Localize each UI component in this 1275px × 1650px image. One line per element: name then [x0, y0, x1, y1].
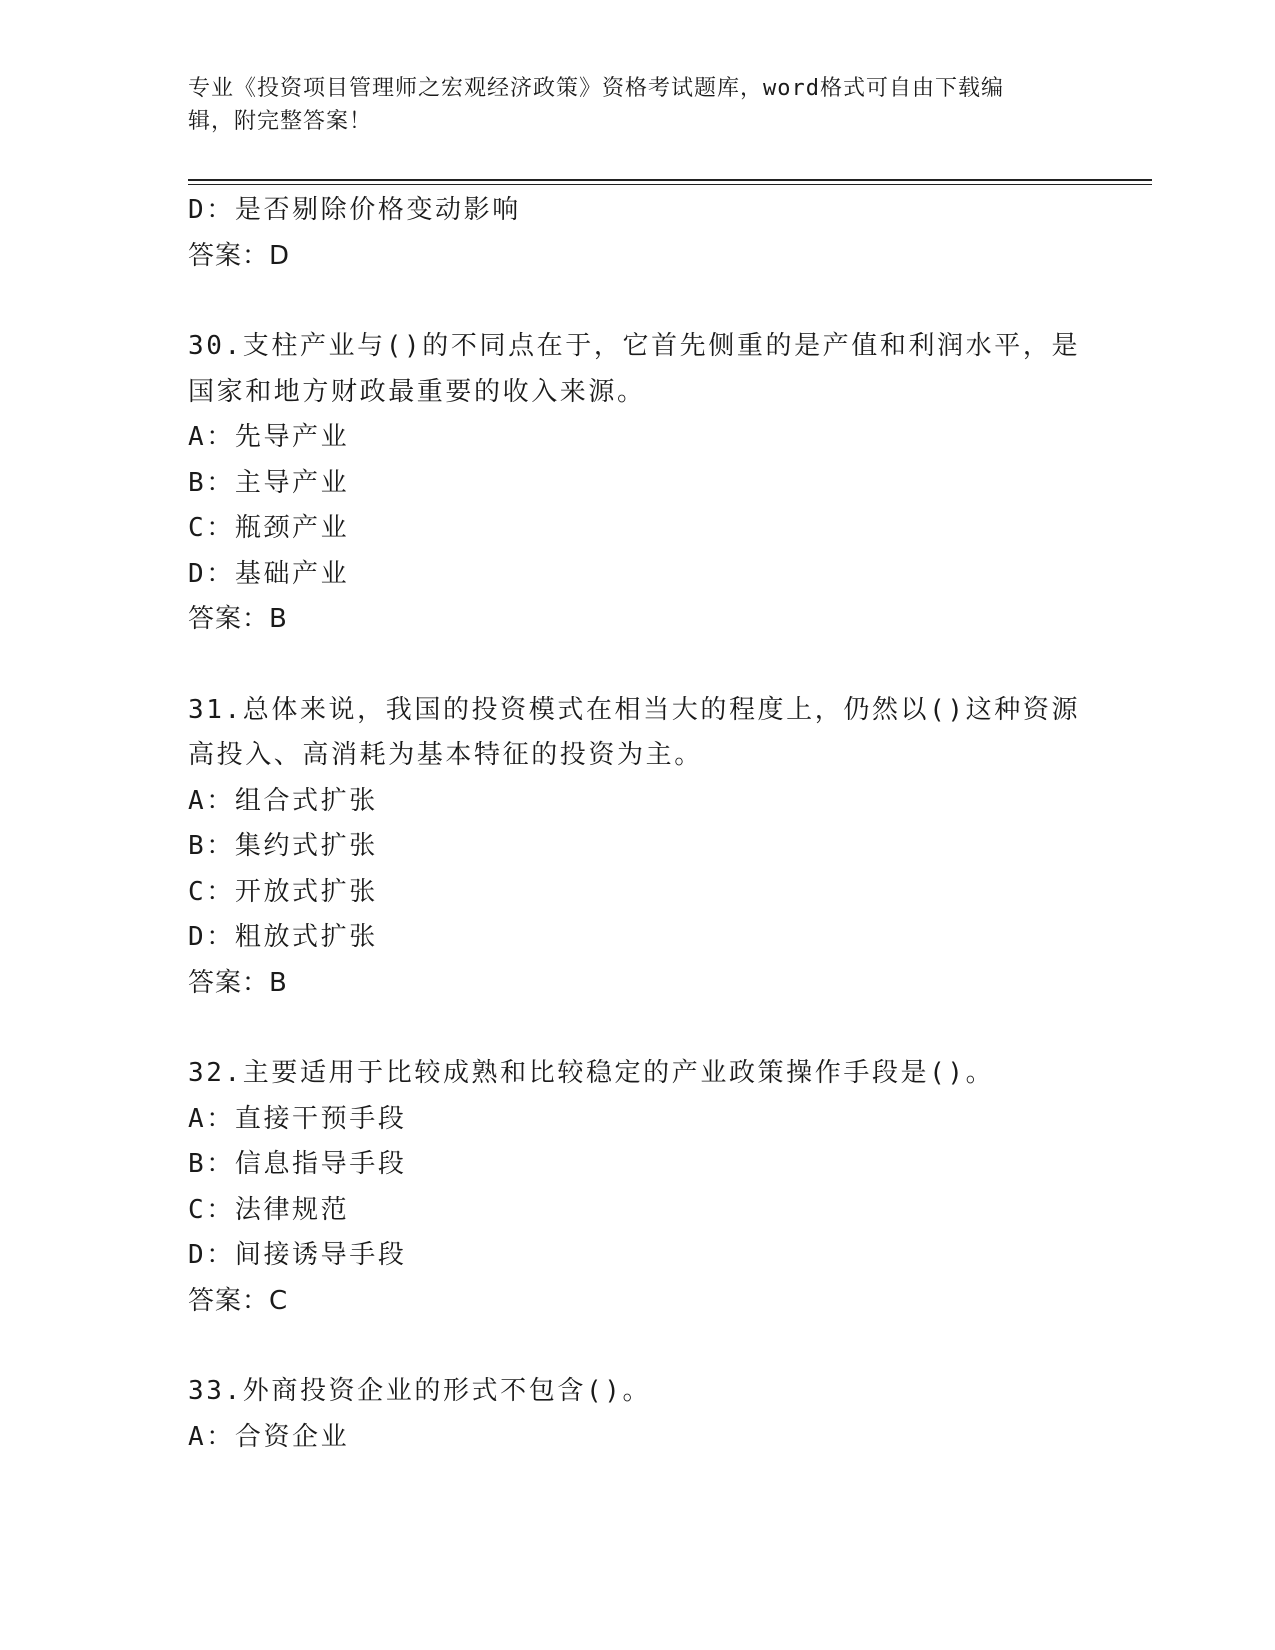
- option-b: B：信息指导手段: [188, 1149, 407, 1179]
- question-31: [188, 688, 1088, 1007]
- question-30: [188, 324, 1088, 643]
- option-c: C：法律规范: [188, 1194, 350, 1225]
- option-d: D：间接诱导手段: [188, 1240, 407, 1270]
- carryover-answer: 答案：D: [188, 240, 291, 271]
- option-c: C：开放式扩张: [188, 876, 378, 907]
- header-line-1: 专业《投资项目管理师之宏观经济政策》资格考试题库，word格式可自由下载编: [188, 76, 1004, 101]
- question-33: [188, 1369, 1088, 1460]
- option-a: A：合资企业: [188, 1421, 350, 1452]
- question-stem: 30.支柱产业与()的不同点在于，它首先侧重的是产值和利润水平，是: [188, 331, 1081, 361]
- header-divider-thin: [188, 184, 1152, 185]
- answer: 答案：B: [188, 604, 288, 634]
- question-stem: 31.总体来说，我国的投资模式在相当大的程度上，仍然以()这种资源: [188, 694, 1081, 725]
- carryover-option-d: D：是否剔除价格变动影响: [188, 195, 521, 225]
- option-a: A：组合式扩张: [188, 785, 378, 816]
- question-stem: 33.外商投资企业的形式不包含()。: [188, 1376, 652, 1406]
- header-line-2: 辑，附完整答案！: [188, 109, 373, 134]
- header-divider-thick: [188, 179, 1152, 181]
- option-d: D：粗放式扩张: [188, 922, 378, 952]
- question-stem: 32.主要适用于比较成熟和比较稳定的产业政策操作手段是()。: [188, 1058, 995, 1088]
- question-32: [188, 1051, 1088, 1324]
- option-b: B：主导产业: [188, 467, 350, 498]
- option-a: A：先导产业: [188, 422, 350, 452]
- question-stem: 国家和地方财政最重要的收入来源。: [188, 376, 646, 407]
- question-stem: 高投入、高消耗为基本特征的投资为主。: [188, 740, 703, 770]
- option-b: B：集约式扩张: [188, 831, 378, 861]
- option-d: D：基础产业: [188, 558, 350, 589]
- answer: 答案：C: [188, 1285, 289, 1316]
- document-header: [188, 72, 1068, 138]
- option-c: C：瓶颈产业: [188, 513, 350, 543]
- question-list: [188, 188, 1088, 1460]
- option-a: A：直接干预手段: [188, 1103, 407, 1134]
- answer: 答案：B: [188, 967, 288, 998]
